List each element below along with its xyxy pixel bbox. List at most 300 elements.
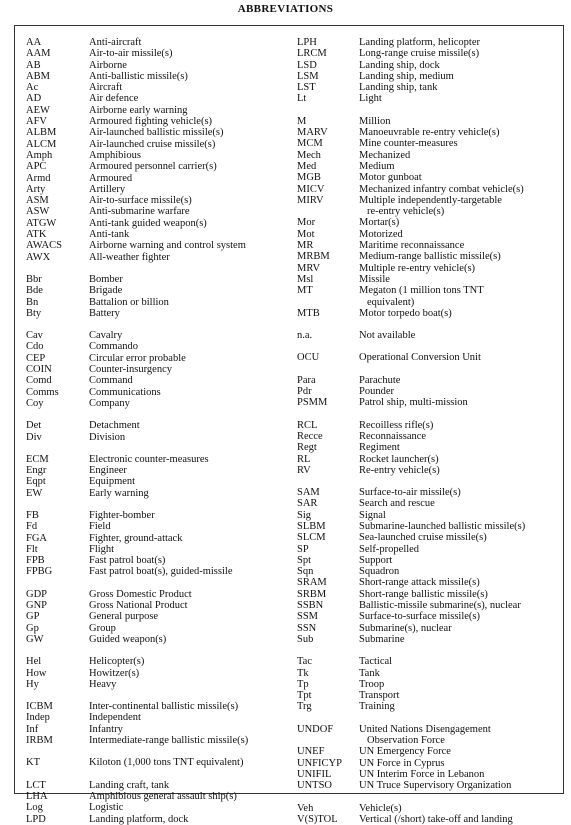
- abbreviation-definition: Inter-continental ballistic missile(s): [89, 701, 239, 713]
- abbreviation-term: Amph: [26, 149, 53, 161]
- abbreviation-term: Cdo: [26, 341, 44, 353]
- abbreviation-term: Med: [297, 160, 317, 172]
- abbreviation-group: [26, 589, 291, 645]
- abbreviation-row: [26, 566, 291, 577]
- abbreviation-definition: Gross National Product: [89, 600, 188, 612]
- abbreviation-term: Bbr: [26, 273, 42, 285]
- abbreviation-term: Comms: [26, 386, 59, 398]
- abbreviation-term: Hel: [26, 656, 42, 668]
- abbreviation-row: [26, 724, 291, 735]
- abbreviation-term-spacer: [297, 297, 359, 308]
- abbreviation-definition: Short-range ballistic missile(s): [359, 588, 488, 600]
- abbreviation-definition: Intermediate-range ballistic missile(s): [89, 735, 249, 747]
- abbreviation-term: MICV: [297, 183, 325, 195]
- abbreviation-group: [297, 803, 569, 825]
- abbreviation-row: [26, 398, 291, 409]
- abbreviation-group: [297, 420, 569, 476]
- abbreviation-definition: Armoured personnel carrier(s): [89, 161, 217, 173]
- abbreviation-row: [297, 623, 569, 634]
- abbreviation-row: [297, 532, 569, 543]
- abbreviation-term: FPBG: [26, 566, 53, 578]
- abbreviation-row: [297, 544, 569, 555]
- abbreviation-definition: Regiment: [359, 442, 400, 454]
- abbreviation-row: [297, 454, 569, 465]
- abbreviation-term: Fd: [26, 521, 38, 533]
- abbreviation-row: [297, 308, 569, 319]
- abbreviation-definition: UN Truce Supervisory Organization: [359, 780, 512, 792]
- abbreviation-definition: Anti-ballistic missile(s): [89, 70, 188, 82]
- abbreviation-term: Tp: [297, 678, 309, 690]
- abbreviation-row: [26, 701, 291, 712]
- abbreviation-definition: Howitzer(s): [89, 667, 140, 679]
- abbreviation-definition: Self-propelled: [359, 543, 420, 555]
- abbreviation-term: AEW: [26, 104, 50, 116]
- abbreviation-term: UNIFIL: [297, 768, 332, 780]
- abbreviation-definition: Support: [359, 554, 393, 566]
- abbreviation-term: AWACS: [26, 240, 62, 252]
- abbreviation-definition-continued: Observation Force: [367, 735, 445, 747]
- abbreviation-term: Eqpt: [26, 476, 46, 488]
- abbreviation-definition: Recoilless rifle(s): [359, 419, 434, 431]
- abbreviation-term: UNFICYP: [297, 757, 342, 769]
- abbreviation-term: Sig: [297, 509, 312, 521]
- abbreviation-definition: Field: [89, 521, 111, 533]
- abbreviation-term: SLBM: [297, 520, 326, 532]
- abbreviation-term: AFV: [26, 116, 48, 128]
- abbreviation-definition: Anti-tank: [89, 229, 130, 241]
- abbreviation-row-continued: [297, 206, 569, 217]
- abbreviation-definition: Squadron: [359, 566, 400, 578]
- abbreviation-row: [26, 308, 291, 319]
- left-column: [26, 37, 291, 825]
- abbreviation-term: PSMM: [297, 397, 328, 409]
- abbreviation-term: Ac: [26, 82, 39, 94]
- abbreviation-row: [297, 229, 569, 240]
- abbreviation-term: Cav: [26, 330, 43, 342]
- abbreviation-definition: Tactical: [359, 656, 393, 668]
- abbreviation-definition: United Nations Disengagement: [359, 723, 491, 735]
- abbreviation-term: Log: [26, 802, 43, 814]
- abbreviation-term: n.a.: [297, 330, 313, 342]
- abbreviation-term: MT: [297, 285, 313, 297]
- abbreviation-term: Bn: [26, 296, 39, 308]
- abbreviation-definition-continued: re-entry vehicle(s): [367, 206, 445, 218]
- abbreviation-row: [297, 656, 569, 667]
- abbreviation-row: [297, 746, 569, 757]
- abbreviation-group: [26, 701, 291, 746]
- abbreviation-row: [26, 206, 291, 217]
- abbreviation-definition: Airborne warning and control system: [89, 240, 246, 252]
- abbreviation-row: [26, 757, 291, 768]
- abbreviation-term: GNP: [26, 600, 48, 612]
- abbreviation-term: GW: [26, 633, 44, 645]
- abbreviation-term: MCM: [297, 138, 323, 150]
- abbreviation-term: GDP: [26, 588, 48, 600]
- abbreviation-row: [297, 803, 569, 814]
- abbreviation-row: [297, 724, 569, 735]
- abbreviation-row: [26, 71, 291, 82]
- abbreviation-row: [297, 397, 569, 408]
- abbreviation-row: [297, 71, 569, 82]
- abbreviation-term: SLCM: [297, 532, 326, 544]
- abbreviation-row: [297, 93, 569, 104]
- abbreviation-group: [297, 116, 569, 319]
- abbreviation-term: Bde: [26, 285, 43, 297]
- abbreviation-row: [26, 634, 291, 645]
- abbreviation-term: LSD: [297, 59, 317, 71]
- abbreviation-term: AA: [26, 37, 42, 48]
- abbreviation-definition: Air-launched ballistic missile(s): [89, 127, 224, 139]
- abbreviation-row: [26, 116, 291, 127]
- abbreviation-term: AAM: [26, 48, 51, 60]
- abbreviation-term: Tk: [297, 667, 309, 679]
- abbreviation-group: [297, 352, 569, 363]
- abbreviation-term: ASM: [26, 195, 49, 207]
- abbreviation-definition: Electronic counter-measures: [89, 453, 209, 465]
- abbreviation-row: [297, 240, 569, 251]
- abbreviation-group: [26, 274, 291, 319]
- abbreviation-row: [26, 802, 291, 813]
- abbreviation-row: [26, 791, 291, 802]
- abbreviation-row: [297, 769, 569, 780]
- abbreviation-row: [26, 48, 291, 59]
- abbreviation-row: [297, 589, 569, 600]
- abbreviation-group: [297, 724, 569, 792]
- abbreviation-term: AB: [26, 59, 41, 71]
- abbreviation-term: Sub: [297, 633, 314, 645]
- abbreviation-term: MGB: [297, 172, 321, 184]
- abbreviation-row: [297, 420, 569, 431]
- abbreviation-term: LST: [297, 82, 316, 94]
- abbreviation-term: MTB: [297, 307, 320, 319]
- abbreviation-row: [26, 285, 291, 296]
- abbreviation-row: [297, 150, 569, 161]
- abbreviation-term: M: [297, 115, 307, 127]
- abbreviation-definition: Motor torpedo boat(s): [359, 307, 452, 319]
- abbreviation-row: [297, 251, 569, 262]
- abbreviation-row: [297, 577, 569, 588]
- abbreviation-definition: Airborne early warning: [89, 104, 188, 116]
- abbreviation-definition: Cavalry: [89, 330, 123, 342]
- abbreviation-definition: Medium-range ballistic missile(s): [359, 251, 501, 263]
- abbreviation-term: UNTSO: [297, 780, 333, 792]
- abbreviation-row: [297, 48, 569, 59]
- abbreviation-definition: Maritime reconnaissance: [359, 240, 465, 252]
- abbreviation-term: ATK: [26, 229, 47, 241]
- abbreviation-term: Mot: [297, 228, 315, 240]
- abbreviation-term-spacer: [297, 206, 359, 217]
- abbreviation-row: [26, 465, 291, 476]
- abbreviation-definition: Anti-submarine warfare: [89, 206, 190, 218]
- abbreviation-term: SRAM: [297, 577, 327, 589]
- abbreviation-row-continued: [297, 297, 569, 308]
- abbreviation-definition: Submarine: [359, 633, 405, 645]
- abbreviation-row: [297, 521, 569, 532]
- abbreviation-term: Tpt: [297, 690, 312, 702]
- abbreviation-definition: Landing craft, tank: [89, 779, 170, 791]
- abbreviation-term: Regt: [297, 442, 317, 454]
- abbreviation-group: [297, 37, 569, 105]
- abbreviation-term: APC: [26, 161, 47, 173]
- abbreviation-definition: Tank: [359, 667, 380, 679]
- abbreviation-definition: Motor gunboat: [359, 172, 422, 184]
- abbreviation-term: ABM: [26, 70, 50, 82]
- right-column: [297, 37, 569, 825]
- abbreviation-row: [297, 780, 569, 791]
- abbreviation-row: [26, 555, 291, 566]
- abbreviation-definition: Gross Domestic Product: [89, 588, 192, 600]
- abbreviation-definition: Counter-insurgency: [89, 364, 172, 376]
- abbreviation-row: [26, 454, 291, 465]
- abbreviation-definition: Guided weapon(s): [89, 633, 167, 645]
- abbreviation-term: MRBM: [297, 251, 330, 263]
- abbreviation-row: [26, 82, 291, 93]
- abbreviation-term: Inf: [26, 723, 39, 735]
- abbreviation-row: [297, 679, 569, 690]
- abbreviation-row: [26, 521, 291, 532]
- abbreviation-definition: Motorized: [359, 228, 403, 240]
- abbreviation-definition: Million: [359, 115, 391, 127]
- abbreviation-definition: Mine counter-measures: [359, 138, 458, 150]
- abbreviation-term: ICBM: [26, 701, 53, 713]
- abbreviation-row: [297, 555, 569, 566]
- abbreviation-term: ECM: [26, 453, 49, 465]
- abbreviation-term: Trg: [297, 701, 312, 713]
- abbreviation-definition: Infantry: [89, 723, 123, 735]
- abbreviation-row: [297, 634, 569, 645]
- abbreviation-term: ATGW: [26, 217, 57, 229]
- abbreviation-definition: Air-to-surface missile(s): [89, 195, 192, 207]
- abbreviation-group: [26, 780, 291, 825]
- abbreviation-term: LHA: [26, 790, 48, 802]
- abbreviation-row: [297, 487, 569, 498]
- abbreviation-row: [297, 431, 569, 442]
- abbreviation-row: [26, 668, 291, 679]
- abbreviation-row: [297, 60, 569, 71]
- abbreviation-term: Bty: [26, 307, 42, 319]
- page-title: ABBREVIATIONS: [237, 3, 334, 15]
- abbreviation-row: [26, 229, 291, 240]
- abbreviation-definition: Manoeuvrable re-entry vehicle(s): [359, 127, 500, 139]
- abbreviation-definition: Armoured: [89, 172, 133, 184]
- abbreviation-term: ASW: [26, 206, 50, 218]
- abbreviation-term: SSBN: [297, 600, 324, 612]
- abbreviation-group: [26, 757, 291, 768]
- abbreviation-row: [297, 274, 569, 285]
- abbreviation-term: Comd: [26, 375, 52, 387]
- abbreviation-term: Mor: [297, 217, 316, 229]
- abbreviation-row: [26, 476, 291, 487]
- abbreviation-definition: Circular error probable: [89, 352, 186, 364]
- abbreviation-definition: Medium: [359, 160, 395, 172]
- abbreviation-term: FPB: [26, 555, 45, 567]
- abbreviation-row: [297, 172, 569, 183]
- abbreviation-definition: Vehicle(s): [359, 802, 402, 814]
- abbreviation-row: [297, 285, 569, 296]
- abbreviation-row: [26, 93, 291, 104]
- abbreviation-term: GP: [26, 611, 40, 623]
- abbreviation-row: [297, 263, 569, 274]
- abbreviation-definition: Submarine(s), nuclear: [359, 622, 452, 634]
- abbreviation-term: Coy: [26, 397, 44, 409]
- abbreviation-definition: Amphibious general assault ship(s): [89, 790, 237, 802]
- abbreviation-row: [297, 127, 569, 138]
- abbreviation-term: AWX: [26, 251, 51, 263]
- abbreviation-term: Div: [26, 431, 42, 443]
- abbreviation-row: [26, 297, 291, 308]
- abbreviation-definition: Artillery: [89, 183, 126, 195]
- abbreviation-term: LPD: [26, 813, 46, 825]
- abbreviation-group: [26, 330, 291, 409]
- abbreviation-definition: UN Emergency Force: [359, 746, 451, 758]
- abbreviation-row: [26, 127, 291, 138]
- abbreviation-definition-continued: equivalent): [367, 296, 415, 308]
- abbreviation-term: LRCM: [297, 48, 327, 60]
- abbreviation-row: [297, 375, 569, 386]
- abbreviation-term: Gp: [26, 622, 39, 634]
- abbreviation-definition: Troop: [359, 678, 385, 690]
- abbreviation-row: [26, 37, 291, 48]
- abbreviation-row: [297, 498, 569, 509]
- abbreviation-term: Para: [297, 374, 316, 386]
- abbreviation-definition: Megaton (1 million tons TNT: [359, 285, 484, 297]
- abbreviation-group: [26, 510, 291, 578]
- abbreviation-definition: Anti-aircraft: [89, 37, 142, 48]
- abbreviation-definition: Signal: [359, 509, 386, 521]
- abbreviation-row: [26, 240, 291, 251]
- abbreviation-definition: Multiple re-entry vehicle(s): [359, 262, 476, 274]
- abbreviation-row: [26, 184, 291, 195]
- abbreviation-definition: Transport: [359, 690, 400, 702]
- abbreviation-definition: Patrol ship, multi-mission: [359, 397, 468, 409]
- abbreviation-row: [26, 387, 291, 398]
- abbreviation-definition: Surface-to-surface missile(s): [359, 611, 480, 623]
- abbreviation-row: [26, 60, 291, 71]
- abbreviation-definition: UN Force in Cyprus: [359, 757, 445, 769]
- abbreviation-definition: Ballistic-missile submarine(s), nuclear: [359, 600, 521, 612]
- abbreviation-row: [26, 600, 291, 611]
- abbreviation-row: [297, 116, 569, 127]
- abbreviation-term-spacer: [297, 735, 359, 746]
- abbreviation-definition: Landing platform, dock: [89, 813, 189, 825]
- abbreviation-row: [26, 364, 291, 375]
- abbreviation-group: [297, 330, 569, 341]
- abbreviation-row: [297, 37, 569, 48]
- abbreviation-row: [26, 218, 291, 229]
- abbreviation-definition: Rocket launcher(s): [359, 453, 439, 465]
- abbreviation-definition: Battalion or billion: [89, 296, 169, 308]
- abbreviation-row: [297, 465, 569, 476]
- abbreviation-row: [297, 701, 569, 712]
- abbreviation-definition: Landing ship, medium: [359, 70, 454, 82]
- abbreviation-row: [26, 679, 291, 690]
- abbreviation-term: Tac: [297, 656, 313, 668]
- abbreviation-group: [297, 656, 569, 712]
- abbreviation-term: Det: [26, 420, 42, 432]
- abbreviation-term: Indep: [26, 712, 50, 724]
- abbreviation-group: [26, 656, 291, 690]
- abbreviation-row: [26, 780, 291, 791]
- abbreviation-definition: All-weather fighter: [89, 251, 170, 263]
- abbreviation-definition: Helicopter(s): [89, 656, 145, 668]
- abbreviation-term: EW: [26, 487, 43, 499]
- abbreviation-term: RV: [297, 464, 311, 476]
- abbreviation-definition: Surface-to-air missile(s): [359, 487, 461, 499]
- abbreviation-definition: Armoured fighting vehicle(s): [89, 116, 213, 128]
- abbreviation-term: Pdr: [297, 386, 312, 398]
- abbreviation-row: [26, 589, 291, 600]
- abbreviation-term: OCU: [297, 352, 320, 364]
- abbreviation-term: Armd: [26, 172, 51, 184]
- abbreviation-row: [297, 814, 569, 825]
- abbreviation-row-continued: [297, 735, 569, 746]
- abbreviation-row: [26, 274, 291, 285]
- abbreviation-term: MIRV: [297, 194, 324, 206]
- abbreviation-definition: Fast patrol boat(s), guided-missile: [89, 566, 233, 578]
- abbreviation-definition: Not available: [359, 330, 416, 342]
- abbreviation-row: [297, 138, 569, 149]
- abbreviation-definition: Brigade: [89, 285, 123, 297]
- abbreviation-definition: Engineer: [89, 465, 127, 477]
- abbreviation-definition: Communications: [89, 386, 161, 398]
- abbreviation-term: KT: [26, 757, 40, 769]
- abbreviation-term: ALCM: [26, 138, 57, 150]
- abbreviation-definition: UN Interim Force in Lebanon: [359, 768, 485, 780]
- abbreviation-definition: Detachment: [89, 420, 140, 432]
- abbreviation-definition: Long-range cruise missile(s): [359, 48, 480, 60]
- abbreviation-row: [297, 184, 569, 195]
- abbreviation-definition: Air defence: [89, 93, 139, 105]
- abbreviation-row: [26, 341, 291, 352]
- abbreviation-row: [297, 758, 569, 769]
- abbreviation-row: [297, 217, 569, 228]
- abbreviation-term: MARV: [297, 127, 328, 139]
- abbreviation-definition: Submarine-launched ballistic missile(s): [359, 520, 526, 532]
- abbreviation-group: [297, 375, 569, 409]
- abbreviation-term: SAM: [297, 487, 320, 499]
- abbreviation-term: FGA: [26, 532, 48, 544]
- abbreviation-row: [297, 668, 569, 679]
- abbreviation-term: IRBM: [26, 735, 53, 747]
- abbreviation-row: [26, 814, 291, 825]
- abbreviation-term: Engr: [26, 465, 47, 477]
- abbreviation-term: Lt: [297, 93, 307, 105]
- abbreviation-definition: Commando: [89, 341, 138, 353]
- abbreviation-term: Flt: [26, 543, 38, 555]
- abbreviation-definition: Aircraft: [89, 82, 123, 94]
- abbreviation-term: Sqn: [297, 566, 314, 578]
- abbreviation-term: SSN: [297, 622, 317, 634]
- abbreviation-definition: Fighter, ground-attack: [89, 532, 183, 544]
- abbreviation-row: [297, 161, 569, 172]
- abbreviation-term: UNEF: [297, 746, 325, 758]
- abbreviation-term: Msl: [297, 273, 314, 285]
- abbreviation-definition: Logistic: [89, 802, 124, 814]
- abbreviation-term: UNDOF: [297, 723, 334, 735]
- abbreviation-row: [26, 252, 291, 263]
- abbreviation-definition: Mortar(s): [359, 217, 400, 229]
- abbreviation-term: LCT: [26, 779, 46, 791]
- abbreviation-row: [297, 690, 569, 701]
- abbreviation-definition: Re-entry vehicle(s): [359, 464, 440, 476]
- abbreviation-term: LPH: [297, 37, 317, 48]
- abbreviation-row: [297, 330, 569, 341]
- abbreviation-term: Veh: [297, 802, 314, 814]
- abbreviation-definition: Flight: [89, 543, 115, 555]
- abbreviation-definition: Landing platform, helicopter: [359, 37, 481, 48]
- abbreviation-term: Recce: [297, 430, 323, 442]
- abbreviation-definition: Air-to-air missile(s): [89, 48, 173, 60]
